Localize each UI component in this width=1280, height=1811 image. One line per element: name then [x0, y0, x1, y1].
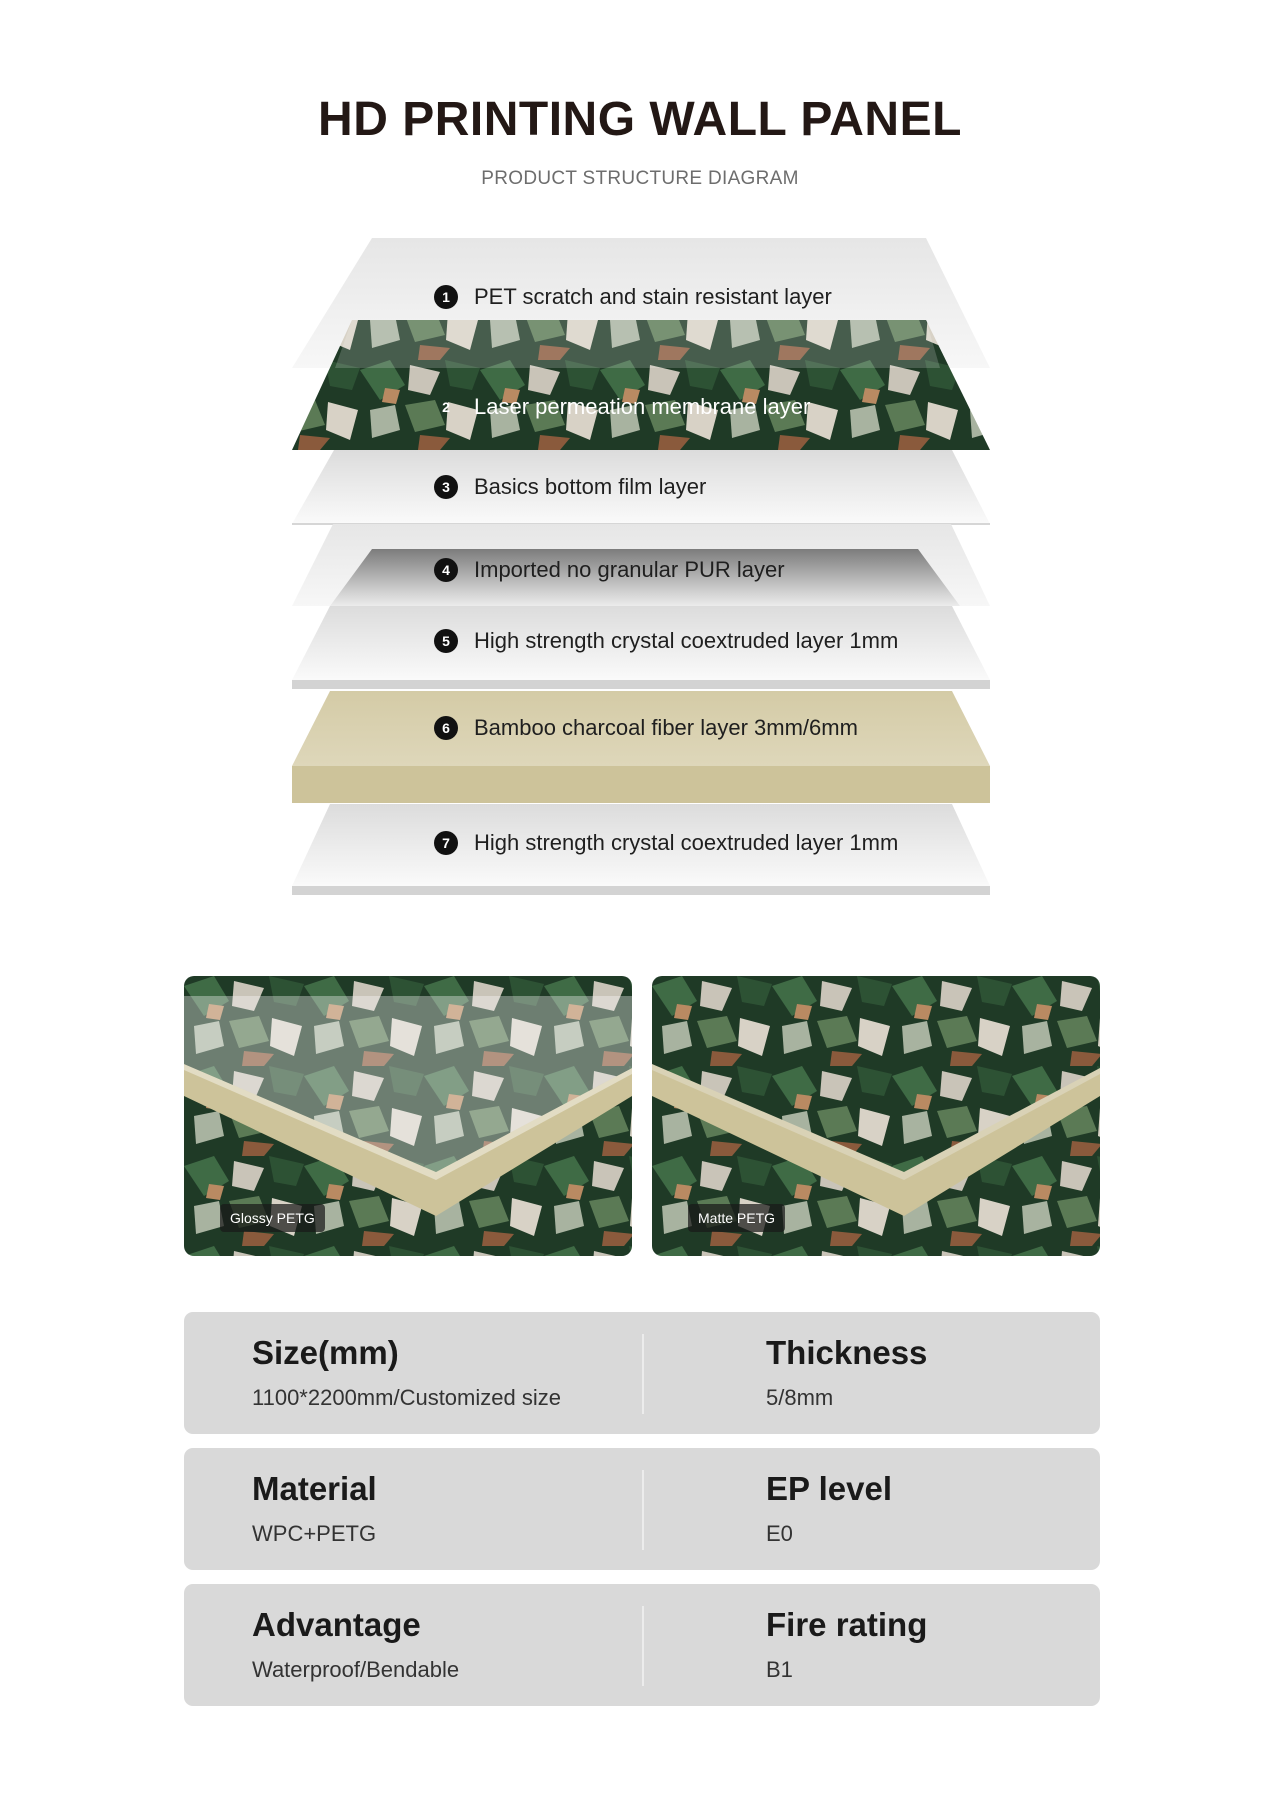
number-badge-icon: 6 [434, 716, 458, 740]
layer-6-edge [292, 766, 990, 803]
layer-label-3 [434, 472, 706, 502]
layer-text: Imported no granular PUR layer [474, 557, 785, 582]
layer-text: High strength crystal coextruded layer 1mm [474, 830, 899, 855]
spec-material [252, 1468, 377, 1548]
spec-thickness [766, 1332, 927, 1412]
layer-label-7 [434, 828, 898, 858]
spec-advantage [252, 1604, 459, 1684]
layer-text: Bamboo charcoal fiber layer 3mm/6mm [474, 715, 858, 740]
spec-value: E0 [766, 1521, 793, 1546]
layer-label-5 [434, 626, 898, 656]
spec-name: Advantage [252, 1606, 421, 1643]
spec-row-advantage-fire [184, 1584, 1100, 1706]
number-badge-icon: 5 [434, 629, 458, 653]
spec-fire-rating [766, 1604, 927, 1684]
layer-5-edge [292, 680, 990, 689]
divider [642, 1470, 644, 1550]
layer-7-edge [292, 886, 990, 895]
spec-name: Thickness [766, 1334, 928, 1371]
number-badge-icon: 3 [434, 475, 458, 499]
sample-label: Matte PETG [688, 1204, 785, 1232]
layer-text: Basics bottom film layer [474, 474, 707, 499]
number-badge-icon: 2 [442, 399, 450, 415]
spec-name: Size(mm) [252, 1334, 399, 1371]
layer-text: High strength crystal coextruded layer 1mm [474, 628, 899, 653]
spec-value: 5/8mm [766, 1385, 834, 1410]
spec-name: Material [252, 1470, 377, 1507]
sample-label: Glossy PETG [220, 1204, 325, 1232]
spec-value: B1 [766, 1657, 793, 1682]
layer-2-gloss [335, 320, 940, 368]
number-badge-icon: 4 [434, 558, 458, 582]
glossy-sample-image [184, 976, 632, 1256]
spec-row-material-ep [184, 1448, 1100, 1570]
page-title: HD PRINTING WALL PANEL [318, 93, 962, 146]
number-badge-icon: 1 [434, 285, 458, 309]
spec-row-size-thickness [184, 1312, 1100, 1434]
spec-value: 1100*2200mm/Customized size [252, 1385, 561, 1410]
spec-name: EP level [766, 1470, 892, 1507]
page-subtitle: PRODUCT STRUCTURE DIAGRAM [481, 168, 799, 189]
layer-label-1 [434, 282, 832, 312]
layer-text: PET scratch and stain resistant layer [474, 284, 832, 309]
spec-value: WPC+PETG [252, 1521, 377, 1546]
spec-size [252, 1332, 561, 1412]
layer-label-4 [434, 555, 785, 585]
spec-name: Fire rating [766, 1606, 928, 1643]
divider [642, 1606, 644, 1686]
layer-text: Laser permeation membrane layer [474, 394, 811, 419]
layer-label-2 [434, 392, 810, 422]
spec-ep-level [766, 1468, 892, 1548]
layer-label-6 [434, 713, 858, 743]
matte-sample-image [652, 976, 1100, 1256]
spec-value: Waterproof/Bendable [252, 1657, 460, 1682]
number-badge-icon: 7 [434, 831, 458, 855]
divider [642, 1334, 644, 1414]
